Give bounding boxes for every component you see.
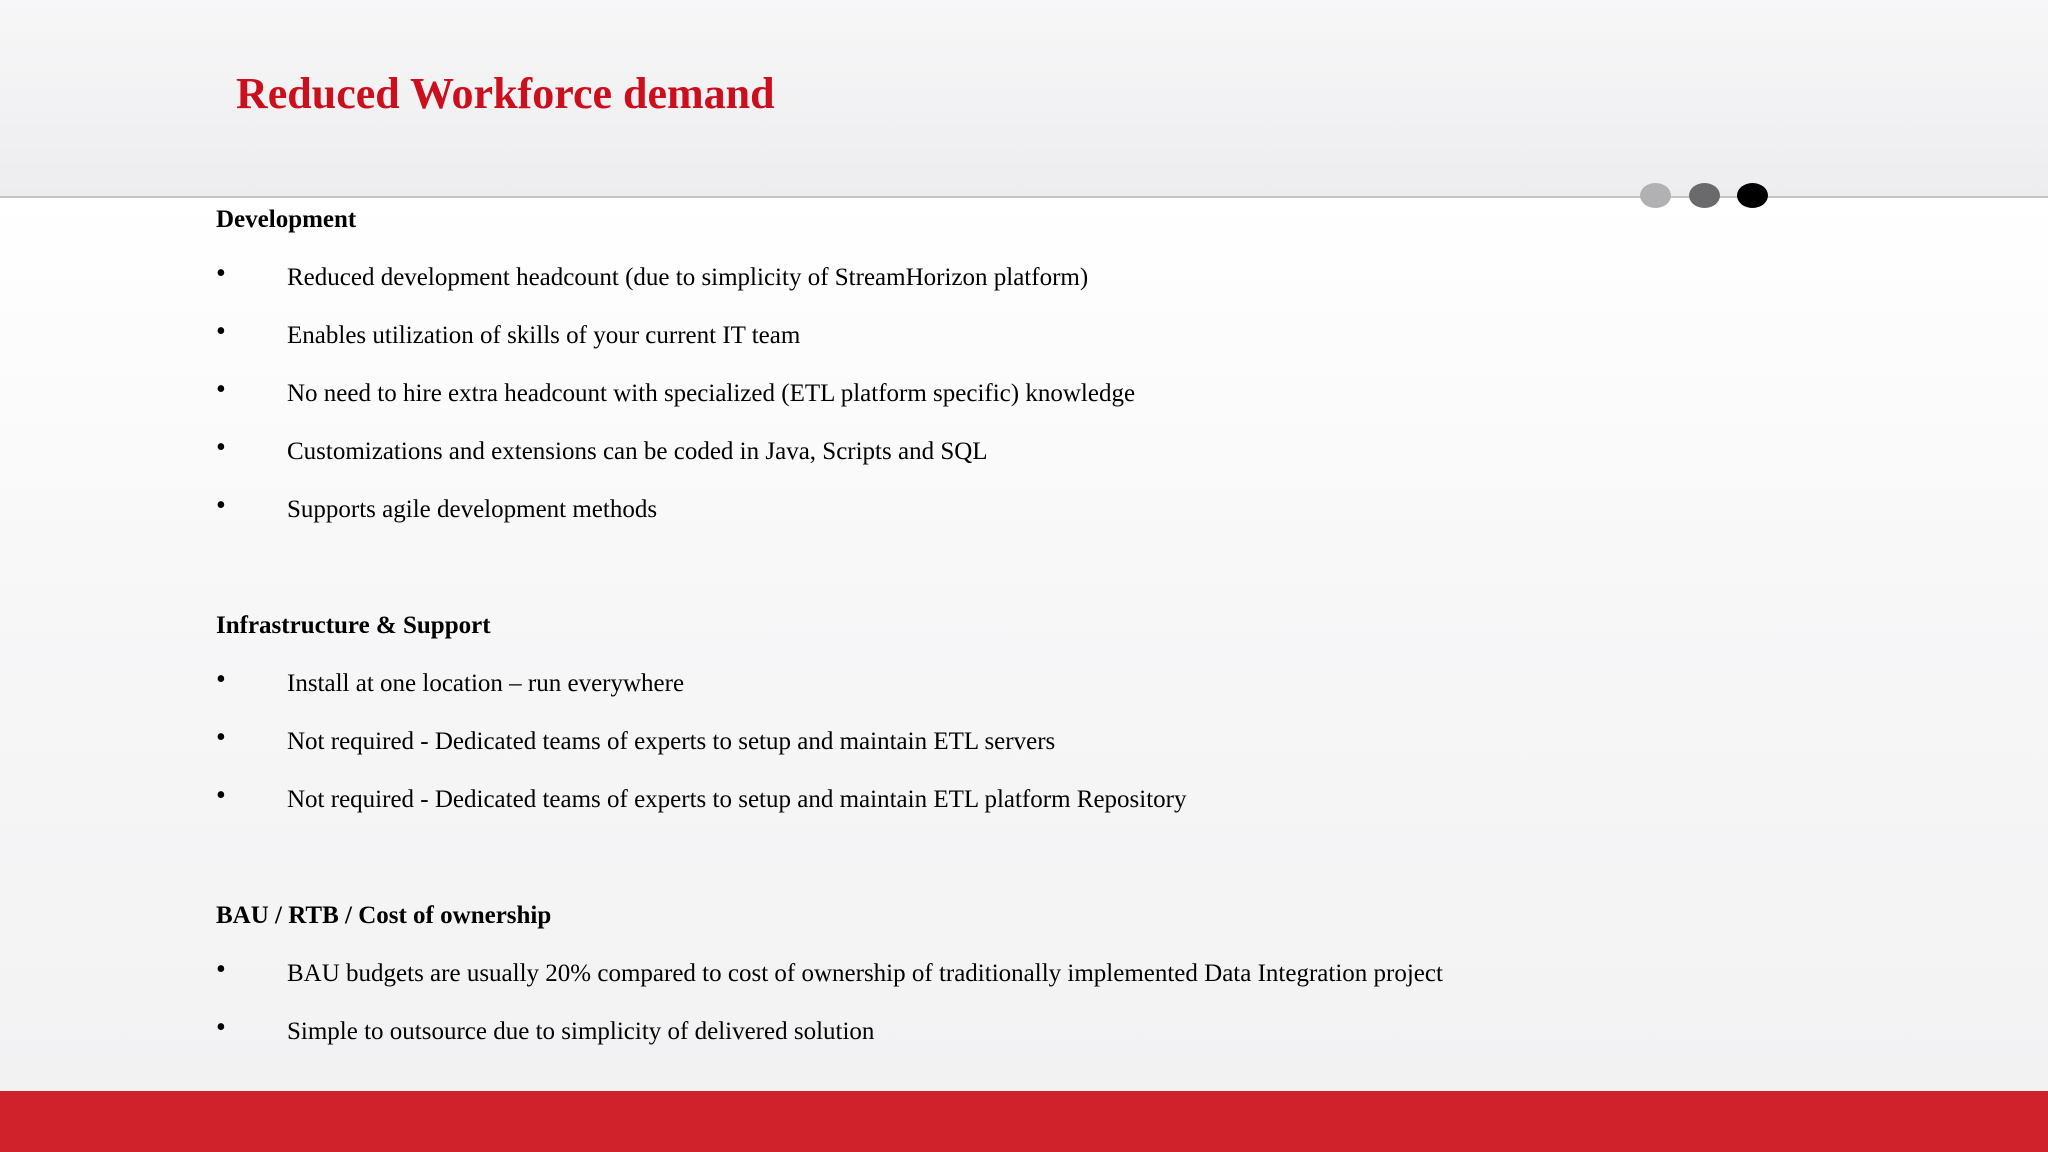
bullet-dot-icon: • bbox=[216, 490, 226, 521]
bullet-text: Supports agile development methods bbox=[287, 496, 658, 523]
bullet-dot-icon: • bbox=[216, 722, 226, 753]
bullet-dot-icon: • bbox=[216, 432, 226, 463]
bullet-text: Not required - Dedicated teams of experts to setup and maintain ETL platform Repository bbox=[287, 786, 1187, 813]
section-heading-infrastructure-support: Infrastructure & Support bbox=[216, 612, 491, 639]
bullet-dot-icon: • bbox=[216, 1012, 226, 1043]
bullet-dot-icon: • bbox=[216, 664, 226, 695]
bullet-text: Not required - Dedicated teams of experts to setup and maintain ETL servers bbox=[287, 728, 1056, 755]
bullet-dot-icon: • bbox=[216, 258, 226, 289]
bullet-text: Customizations and extensions can be coded in Java, Scripts and SQL bbox=[287, 438, 988, 465]
progress-dot-1 bbox=[1640, 183, 1671, 208]
progress-dot-2 bbox=[1689, 183, 1720, 208]
bullet-text: Enables utilization of skills of your current IT team bbox=[287, 322, 801, 349]
bullet-text: Install at one location – run everywhere bbox=[287, 670, 685, 697]
section-heading-bau-rtb-cost: BAU / RTB / Cost of ownership bbox=[216, 902, 552, 929]
progress-dots bbox=[1640, 183, 1770, 211]
bullet-dot-icon: • bbox=[216, 316, 226, 347]
bullet-text: No need to hire extra headcount with specialized (ETL platform specific) knowledge bbox=[287, 380, 1136, 407]
footer-bar bbox=[0, 1091, 2048, 1152]
bullet-text: BAU budgets are usually 20% compared to cost of ownership of traditionally implemented Data Integration project bbox=[287, 960, 1443, 987]
progress-dot-3-active bbox=[1737, 183, 1768, 208]
bullet-text: Reduced development headcount (due to simplicity of StreamHorizon platform) bbox=[287, 264, 1089, 291]
slide-title: Reduced Workforce demand bbox=[236, 69, 775, 118]
bullet-dot-icon: • bbox=[216, 954, 226, 985]
bullet-text: Simple to outsource due to simplicity of delivered solution bbox=[287, 1018, 875, 1045]
bullet-dot-icon: • bbox=[216, 780, 226, 811]
section-heading-development: Development bbox=[216, 206, 357, 233]
bullet-dot-icon: • bbox=[216, 374, 226, 405]
